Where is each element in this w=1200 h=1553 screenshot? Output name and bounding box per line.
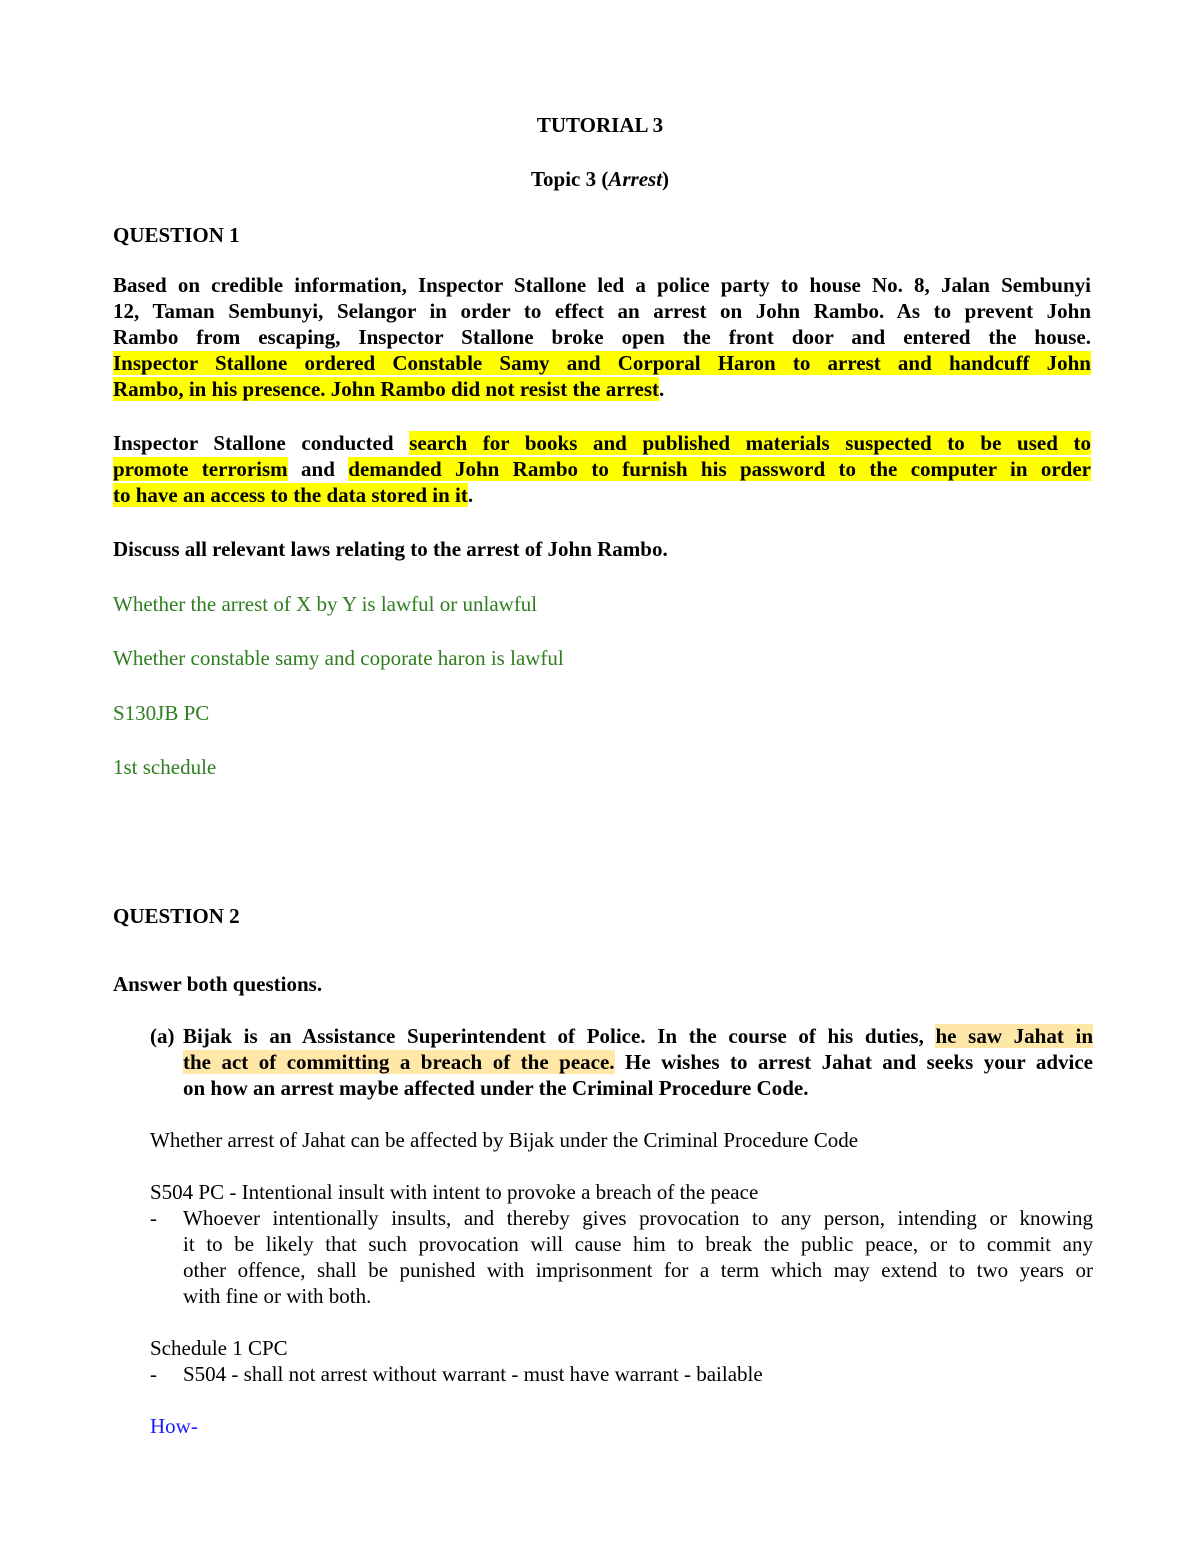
q1-instruction: Discuss all relevant laws relating to the arrest of John Rambo. [113,537,668,561]
q1-note-4: 1st schedule [113,755,217,779]
topic-suffix: ) [662,167,670,191]
s504-line-1: Whoever intentionally insults, and thereby gives provocation to any person, intending or knowing [183,1206,1093,1230]
s504-line-2: it to be likely that such provocation will cause him to break the public peace, or to commit any [183,1232,1093,1256]
q1-paragraph-line-2: 12, Taman Sembunyi, Selangor in order to effect an arrest on John Rambo. As to prevent John [113,299,1091,323]
q1-paragraph-line-3: Rambo from escaping, Inspector Stallone broke open the front door and entered the house. [113,325,1091,349]
q1-paragraph2-line-1: Inspector Stallone conducted search for books and published materials suspected to be used to [113,431,1091,455]
q2-a-line-2: the act of committing a breach of the peace. He wishes to arrest Jahat and seeks your advice [183,1050,1094,1074]
highlight: the act of committing a breach of the peace. [183,1050,615,1074]
q2-a-line-1: Bijak is an Assistance Superintendent of Police. In the course of his duties, he saw Jahat in [183,1024,1093,1048]
q1-note-3: S130JB PC [113,701,210,725]
highlight: Rambo, in his presence. John Rambo did not resist the arrest [113,377,660,401]
how-note: How- [150,1414,198,1438]
schedule-bullet: - [150,1362,157,1386]
q1-note-1: Whether the arrest of X by Y is lawful or unlawful [113,592,538,616]
s504-line-3: other offence, shall be punished with imprisonment for a term which may extend to two years or [183,1258,1093,1282]
q2-note-1: Whether arrest of Jahat can be affected by Bijak under the Criminal Procedure Code [150,1128,859,1152]
highlight: Inspector Stallone ordered Constable Samy and Corporal Haron to arrest and handcuff John [113,351,1091,375]
highlight: to have an access to the data stored in it [113,483,468,507]
question-2-heading: QUESTION 2 [113,904,240,928]
s504-bullet: - [150,1206,157,1230]
s504-line-4: with fine or with both. [183,1284,372,1308]
schedule-heading: Schedule 1 CPC [150,1336,288,1360]
q1-paragraph2-line-3: to have an access to the data stored in it. [113,483,474,507]
q1-paragraph-line-4 [113,350,1091,376]
s504-heading: S504 PC - Intentional insult with intent to provoke a breach of the peace [150,1180,759,1204]
highlight: promote terrorism [113,457,288,481]
highlight: he saw Jahat in [935,1024,1093,1048]
q2-a-label: (a) [150,1024,175,1048]
q1-note-2: Whether constable samy and coporate haron is lawful [113,646,564,670]
highlight: demanded John Rambo to furnish his password to the computer in order [348,457,1092,481]
topic-prefix: Topic 3 ( [530,167,609,191]
q1-paragraph-line-5: Rambo, in his presence. John Rambo did not resist the arrest. [113,377,665,401]
document-title: TUTORIAL 3 [536,113,664,137]
topic-line [0,166,1200,192]
schedule-item: S504 - shall not arrest without warrant - must have warrant - bailable [183,1362,763,1386]
q2-a-line-3: on how an arrest maybe affected under the Criminal Procedure Code. [183,1076,809,1100]
question-1-heading: QUESTION 1 [113,223,240,247]
highlight: search for books and published materials suspected to be used to [409,431,1091,455]
q2-instruction: Answer both questions. [113,972,323,996]
topic-italic: Arrest [608,167,663,191]
q1-paragraph-line-1: Based on credible information, Inspector Stallone led a police party to house No. 8, Jalan Sembunyi [113,273,1091,297]
q1-paragraph2-line-2: promote terrorism and demanded John Rambo to furnish his password to the computer in order [113,457,1092,481]
